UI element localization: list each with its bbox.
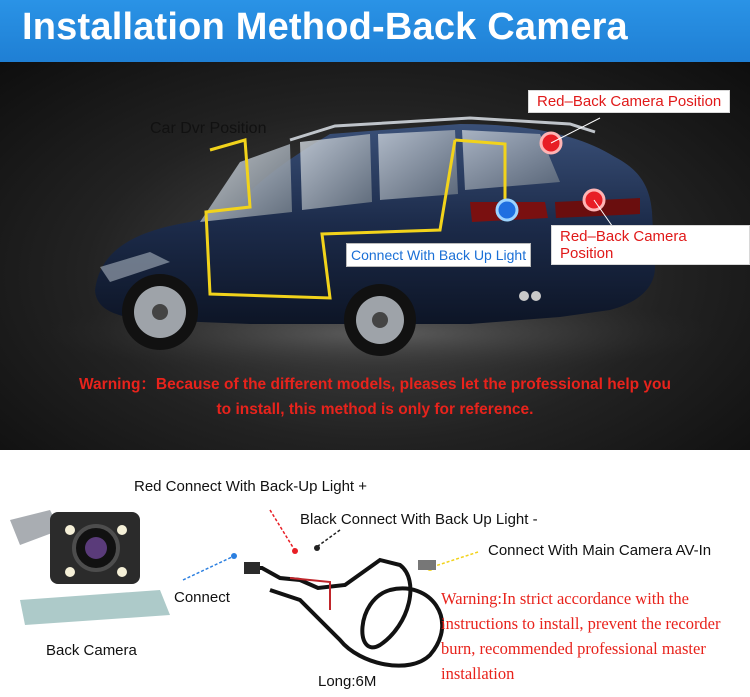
- top-warning-line2: to install, this method is only for reference.: [216, 401, 534, 418]
- red-back-camera-label-right: Red–Back Camera Position: [551, 225, 750, 265]
- bottom-warning: [441, 586, 749, 686]
- black-connect-label: Black Connect With Back Up Light -: [300, 511, 538, 528]
- top-warning-line1: Warning：Because of the different models, pleases let the professional help you: [79, 376, 671, 393]
- bottom-warning-line3: burn, recommended professional master: [441, 639, 706, 658]
- blue-light-marker: [497, 200, 517, 220]
- bottom-warning-line4: installation: [441, 664, 515, 683]
- connect-main-label: Connect With Main Camera AV-In: [488, 542, 712, 559]
- red-back-camera-label-top: Red–Back Camera Position: [528, 90, 730, 113]
- red-connect-label: Red Connect With Back-Up Light +: [134, 478, 368, 495]
- extension-cable: [244, 560, 442, 666]
- cable-length-label: Long:6M: [318, 673, 377, 690]
- connect-back-up-light-label: Connect With Back Up Light: [346, 243, 531, 267]
- car-dvr-position-label: Car Dvr Position: [150, 120, 267, 137]
- car-illustration-panel: [0, 62, 750, 450]
- back-camera-illustration: [10, 510, 170, 625]
- back-camera-label: Back Camera: [46, 642, 137, 659]
- page-title: Installation Method-Back Camera: [22, 6, 628, 48]
- front-window: [300, 134, 372, 210]
- rear-wheel: [344, 284, 416, 356]
- connect-label: Connect: [174, 589, 230, 606]
- front-wheel: [122, 274, 198, 350]
- bottom-warning-line2: instructions to install, prevent the recorder: [441, 614, 721, 633]
- bottom-warning-line1: Warning:In strict accordance with the: [441, 589, 689, 608]
- header-banner: [0, 0, 750, 62]
